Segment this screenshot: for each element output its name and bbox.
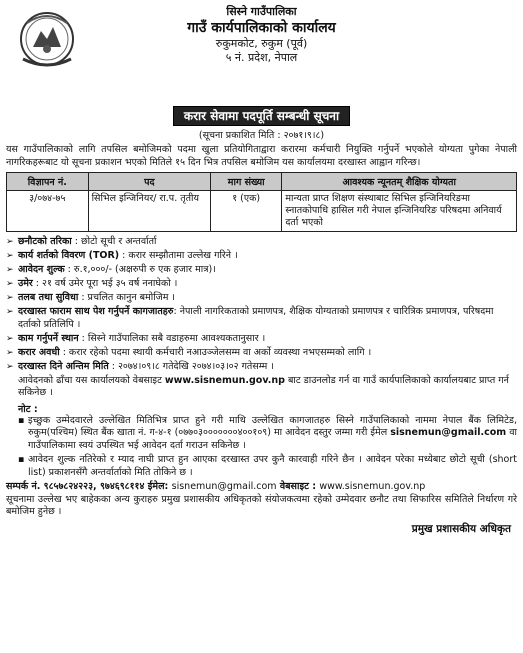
contact-website-link[interactable]: www.sisnemun.gov.np (319, 481, 426, 492)
notes-heading: नोट : (18, 403, 38, 415)
arrow-bullet-icon: ➢ (6, 333, 14, 344)
email-link[interactable]: sisnemun@gmail.com (390, 427, 507, 438)
list-item: ➢ करार अवधी : करार रहेको पदमा स्थायी कर्मचारी नआउञ्जेलसम्म वा अर्को व्यवस्था नभएसम्मको लागि । (6, 346, 372, 358)
cell-ad-no: ३/०७४-७५ (7, 191, 89, 232)
vacancy-table (6, 172, 517, 232)
office-location: रुकुमकोट, रुकुम (पूर्व) (215, 37, 308, 50)
square-bullet-icon: ▪ (18, 454, 25, 465)
office-name: गाउँ कार्यपालिकाको कार्यालय (187, 20, 336, 36)
notice-title-banner: करार सेवामा पदपूर्ति सम्बन्धी सूचना (173, 106, 350, 126)
col-qualification: आवश्यक न्यूनतम् शैक्षिक योग्यता (282, 173, 517, 191)
publish-date: (सूचना प्रकाशित मिति : २०७१।९।८) (198, 130, 325, 141)
arrow-bullet-icon: ➢ (6, 347, 14, 358)
website-link[interactable]: www.sisnemun.gov.np (164, 374, 285, 386)
list-item: ➢ दरखास्त फाराम साथ पेश गर्नुपर्ने कागजातहरु: नेपाली नागरिकताको प्रमाणपत्र, शैक्षिक योग्यताको प्रमाणपत्र र चारित्रिक प्रमाणपत्र, परिषदमा दर्ताको प्रतिलिपि । (6, 306, 494, 330)
web-note: आवेदनको ढाँचा यस कार्यालयको वेबसाइट www.sisnemun.gov.np बाट डाउनलोड गर्न वा गाउँ कार्यपालिकाको कार्यालयबाट प्राप्त गर्न सकिनेछ । (18, 374, 509, 398)
list-item: ➢ छनौटको तरिका : छोटो सूची र अन्तर्वार्ता (6, 236, 157, 247)
arrow-bullet-icon: ➢ (6, 361, 14, 372)
contact-line: सम्पर्क नं. ९८५७८२४२२३, ९७४६९८११४ ईमेल: sisnemun@gmail.com वेबसाइट : www.sisnemun.gov.np (6, 481, 426, 492)
list-item: ➢ दरखास्त दिने अन्तिम मिति : २०७४।०९।८ गतेदेखि २०७४।०३।०२ गतेसम्म । (6, 360, 274, 372)
nepal-emblem-icon (13, 9, 81, 71)
phone-numbers: ९८५७८२४२२३, ९७४६९८११४ (43, 481, 145, 492)
cell-qualification: मान्यता प्राप्त शिक्षण संस्थाबाट सिभिल इन्जिनियरिङमा स्नातकोपाधि हासिल गरी नेपाल इन्जिनियरिङ परिषदमा अनिवार्य दर्ता भएको (282, 191, 517, 232)
list-item: ➢ आवेदन शुल्क : रु.१,०००/- (अक्षरुपी रु एक हजार मात्र)। (6, 264, 216, 275)
col-post: पद (88, 173, 210, 191)
note-item: ▪ आवेदन शुल्क नतिरेको र म्याद नाघी प्राप्त हुन आएका दरखास्त उपर कुनै कारवाही गरिने छैन । आवेदन परेका मध्येबाट छोटो सूची (short list) प्रकाशनसँगै अन्तर्वार्ताको मिति तोकिने छ । (18, 454, 517, 478)
col-ad-no: विज्ञापन नं. (7, 173, 89, 191)
list-item: ➢ उमेर : २१ वर्ष उमेर पूरा भई ३५ वर्ष ननाघेको । (6, 278, 178, 289)
cell-demand: १ (एक) (210, 191, 281, 232)
list-item: ➢ काम गर्नुपर्ने स्थान : सिस्ने गाउँपालिका सबै वडाहरुमा आवश्यकतानुसार । (6, 332, 266, 344)
list-item: ➢ तलब तथा सुविधा : प्रचलित कानुन बमोजिम । (6, 292, 176, 303)
arrow-bullet-icon: ➢ (6, 251, 14, 261)
arrow-bullet-icon: ➢ (6, 293, 14, 303)
arrow-bullet-icon: ➢ (6, 237, 14, 247)
table-row (7, 191, 517, 232)
arrow-bullet-icon: ➢ (6, 265, 14, 275)
signature-title: प्रमुख प्रशासकीय अधिकृत (411, 522, 511, 535)
office-header (6, 5, 517, 103)
closing-paragraph: सूचनामा उल्लेख भए बाहेकका अन्य कुराहरु प्रमुख प्रशासकीय अधिकृतको संयोजकत्वमा रहेको उम्मेदवार छनौट तथा सिफारिस समितिले निर्धारण गरे बमोजिम हुनेछ । (6, 493, 517, 517)
detail-list (6, 236, 517, 400)
square-bullet-icon: ▪ (18, 414, 25, 426)
col-demand: माग संख्या (210, 173, 281, 191)
note-item: ▪ इच्छुक उम्मेदवारले उल्लेखित मितिभित्र प्राप्त हुने गरी माथि उल्लेखित कागजातहरु सिस्ने गाउँपालिकाको नाममा नेपाल बैंक लिमिटेड, रुकुम(पश्चिम) स्थित बैंक खाता नं. ग-४-१ (०७७०३०००००००४००१०९) मा आवेदन दस्तुर जम्मा गरी ईमेल sisnemun@gmail.com वा गाउँपालिकामा स्वयं उपस्थित भई आवेदन दर्ता गराउन सकिनेछ । (18, 414, 517, 451)
arrow-bullet-icon: ➢ (6, 307, 14, 317)
arrow-bullet-icon: ➢ (6, 279, 14, 289)
cell-post: सिभिल इन्जिनियर/ रा.प. तृतीय (88, 191, 210, 232)
municipality-name: सिस्ने गाउँपालिका (226, 5, 297, 18)
province-name: ५ नं. प्रदेश, नेपाल (225, 51, 298, 64)
intro-paragraph: यस गाउँपालिकाको लागि तपसिल बमोजिमको पदमा खुला प्रतियोगिताद्वारा करारमा कर्मचारी नियुक्ति गर्नुपर्ने भएकोले योग्यता पुगेका नेपाली नागरिकहरूबाट यो सूचना प्रकाशन भएको मितिले १५ दिन भित्र तपसिल बमोजिम यस कार्यालयमा दरखास्त आह्वान गरिन्छ। (6, 144, 517, 168)
contact-email-link[interactable]: sisnemun@gmail.com (171, 481, 277, 492)
list-item: ➢ कार्य शर्तको विवरण (TOR) : करार सम्झौतामा उल्लेख गरिने । (6, 250, 238, 261)
